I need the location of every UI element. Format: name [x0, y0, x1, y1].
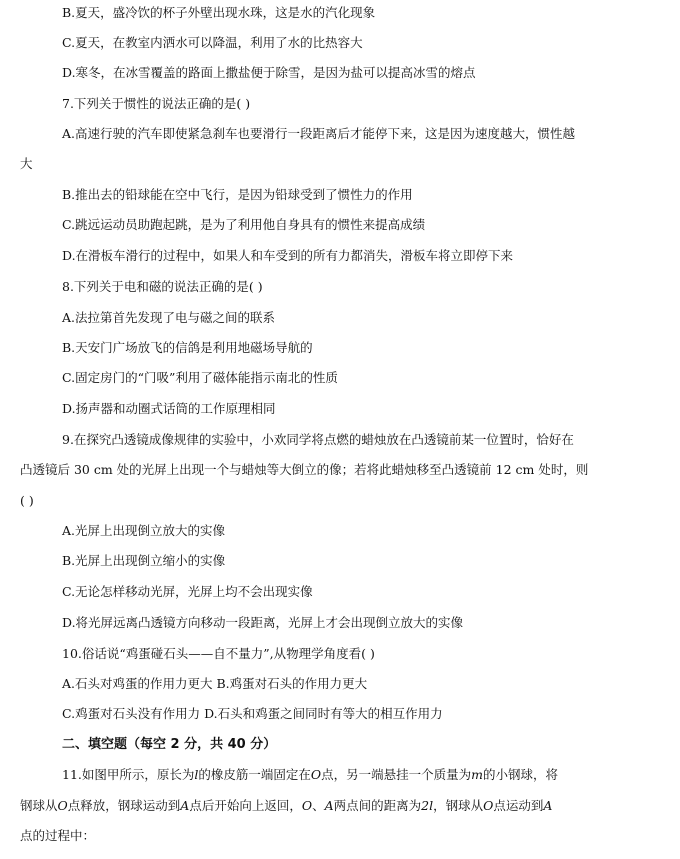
option-line: B.光屏上出现倒立缩小的实像	[62, 553, 226, 568]
option-line: C.鸡蛋对石头没有作用力 D.石头和鸡蛋之间同时有等大的相互作用力	[62, 706, 443, 721]
option-line: C.跳远运动员助跑起跳，是为了利用他自身具有的惯性来提高成绩	[62, 217, 426, 232]
option-line: A.石头对鸡蛋的作用力更大 B.鸡蛋对石头的作用力更大	[62, 676, 368, 691]
option-line: A.高速行驶的汽车即使紧急刹车也要滑行一段距离后才能停下来，这是因为速度越大，惯性越	[62, 126, 576, 141]
option-line: D.在滑板车滑行的过程中，如果人和车受到的所有力都消失，滑板车将立即停下来	[62, 248, 514, 263]
question-7-stem: 7.下列关于惯性的说法正确的是( )	[62, 96, 251, 111]
question-9-stem-continued: 凸透镜后 30 cm 处的光屏上出现一个与蜡烛等大倒立的像；若将此蜡烛移至凸透镜前 12 cm 处时，则	[20, 462, 589, 477]
option-line: D.将光屏远离凸透镜方向移动一段距离，光屏上才会出现倒立放大的实像	[62, 615, 464, 630]
section-heading: 二、填空题（每空 2 分，共 40 分）	[62, 737, 277, 752]
question-9-stem: 9.在探究凸透镜成像规律的实验中，小欢同学将点燃的蜡烛放在凸透镜前某一位置时，恰好在	[62, 432, 574, 447]
question-10-stem: 10.俗话说“鸡蛋碰石头——自不量力”,从物理学角度看( )	[62, 646, 375, 661]
option-line-continued: 大	[20, 156, 33, 171]
answer-bracket: ( )	[20, 493, 34, 508]
option-line: C.夏天，在教室内洒水可以降温，利用了水的比热容大	[62, 35, 363, 50]
question-11-stem-continued: 钢球从O点释放，钢球运动到A点后开始向上返回，O、A两点间的距离为2l，钢球从O点运动到A	[20, 798, 553, 813]
option-line: C.固定房门的“门吸”利用了磁体能指示南北的性质	[62, 370, 338, 385]
option-line: C.无论怎样移动光屏，光屏上均不会出现实像	[62, 584, 313, 599]
option-line: D.扬声器和动圈式话筒的工作原理相同	[62, 401, 276, 416]
option-line: B.推出去的铅球能在空中飞行，是因为铅球受到了惯性力的作用	[62, 187, 413, 202]
option-line: B.天安门广场放飞的信鸽是利用地磁场导航的	[62, 340, 313, 355]
question-8-stem: 8.下列关于电和磁的说法正确的是( )	[62, 279, 263, 294]
question-11-stem: 11.如图甲所示，原长为l的橡皮筋一端固定在O点，另一端悬挂一个质量为m的小钢球，将	[62, 767, 559, 782]
question-11-stem-end: 点的过程中：	[20, 828, 96, 843]
option-line: A.光屏上出现倒立放大的实像	[62, 523, 226, 538]
option-line: D.寒冬，在冰雪覆盖的路面上撒盐便于除雪，是因为盐可以提高冰雪的熔点	[62, 65, 476, 80]
option-line: A.法拉第首先发现了电与磁之间的联系	[62, 310, 276, 325]
option-line: B.夏天，盛冷饮的杯子外壁出现水珠，这是水的汽化现象	[62, 5, 376, 20]
